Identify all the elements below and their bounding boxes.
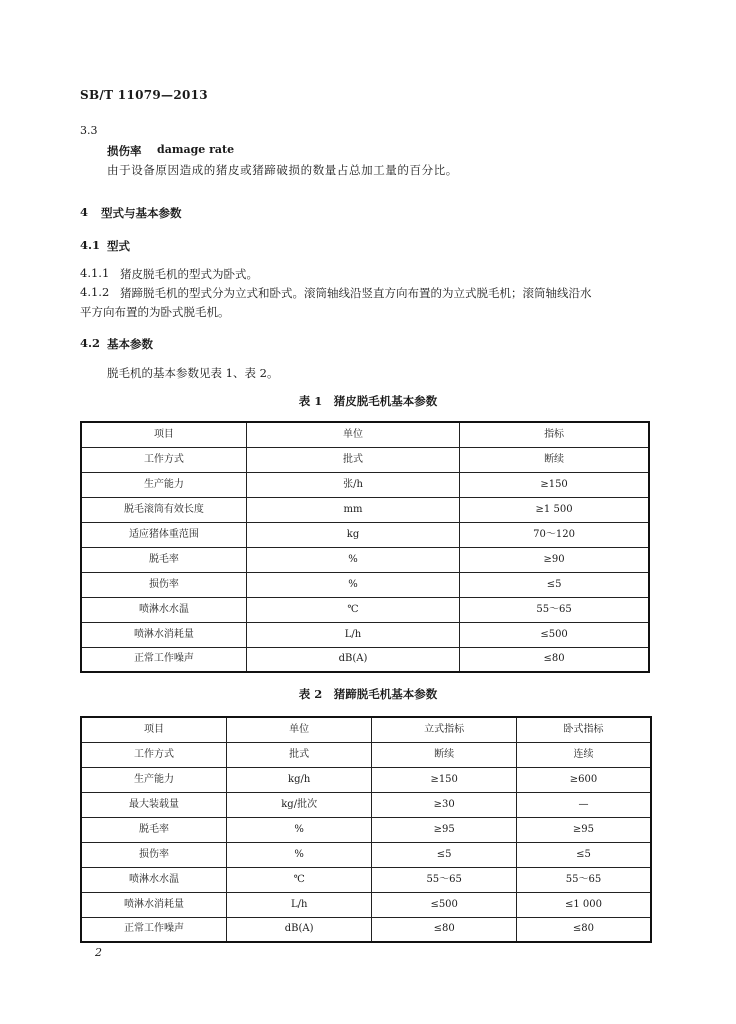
table-cell: ≥95	[372, 817, 517, 842]
table-row	[81, 572, 649, 597]
table2-caption: 表 2 猪蹄脱毛机基本参数	[298, 687, 438, 701]
table-cell: dB(A)	[226, 917, 372, 942]
table2-header-row	[81, 717, 651, 742]
table-cell: 适应猪体重范围	[81, 522, 246, 547]
table-row	[81, 867, 651, 892]
table-cell: ≤500	[372, 892, 517, 917]
clause-4-1-1-text: 猪皮脱毛机的型式为卧式。	[120, 267, 258, 281]
clause-4-1-2-line1: 猪蹄脱毛机的型式分为立式和卧式。滚筒轴线沿竖直方向布置的为立式脱毛机；滚筒轴线沿水	[120, 286, 592, 300]
term-definition: 由于设备原因造成的猪皮或猪蹄破损的数量占总加工量的百分比。	[107, 163, 458, 177]
table-cell: ≥600	[516, 767, 651, 792]
table-cell: ≤5	[460, 572, 649, 597]
table-cell: ≥95	[516, 817, 651, 842]
section-4-title: 型式与基本参数	[101, 206, 182, 220]
section-4-2-number: 4.2	[80, 336, 101, 350]
table-cell: 喷淋水消耗量	[81, 892, 226, 917]
table-row	[81, 767, 651, 792]
table1-header-cell: 指标	[460, 422, 649, 447]
table-cell: mm	[246, 497, 459, 522]
table-cell: ≥150	[372, 767, 517, 792]
table-cell: %	[246, 547, 459, 572]
document-code: SB/T 11079—2013	[80, 88, 208, 102]
clause-4-1-2-line2: 平方向布置的为卧式脱毛机。	[80, 305, 230, 319]
table1-header-cell: 项目	[81, 422, 246, 447]
table-cell: 最大装载量	[81, 792, 226, 817]
table-cell: %	[226, 842, 372, 867]
table1-header-cell: 单位	[246, 422, 459, 447]
table-cell: 批式	[226, 742, 372, 767]
table-cell: ≥90	[460, 547, 649, 572]
table-cell: ℃	[246, 597, 459, 622]
table2-header-cell: 单位	[226, 717, 372, 742]
table-cell: 工作方式	[81, 742, 226, 767]
table-row	[81, 647, 649, 672]
table-row	[81, 817, 651, 842]
table2	[80, 716, 652, 943]
table-cell: ≤1 000	[516, 892, 651, 917]
clause-4-1-2-number: 4.1.2	[80, 285, 110, 299]
table-row	[81, 622, 649, 647]
section-4-number: 4	[80, 205, 89, 219]
table-row	[81, 522, 649, 547]
table-cell: dB(A)	[246, 647, 459, 672]
table-cell: ≥30	[372, 792, 517, 817]
table-cell: L/h	[246, 622, 459, 647]
table-cell: kg/批次	[226, 792, 372, 817]
table-row	[81, 917, 651, 942]
table-cell: 正常工作噪声	[81, 917, 226, 942]
table-row	[81, 892, 651, 917]
table-cell: 脱毛率	[81, 547, 246, 572]
table-cell: 断续	[460, 447, 649, 472]
table2-header-cell: 卧式指标	[516, 717, 651, 742]
table-cell: 批式	[246, 447, 459, 472]
table-row	[81, 792, 651, 817]
table-cell: ≤5	[372, 842, 517, 867]
table-cell: ≥150	[460, 472, 649, 497]
table-cell: ℃	[226, 867, 372, 892]
table-cell: 喷淋水水温	[81, 867, 226, 892]
table1	[80, 421, 650, 673]
table-cell: 生产能力	[81, 472, 246, 497]
table-cell: kg/h	[226, 767, 372, 792]
table-cell: ≤80	[516, 917, 651, 942]
table-cell: 喷淋水消耗量	[81, 622, 246, 647]
table2-header-cell: 项目	[81, 717, 226, 742]
table-row	[81, 597, 649, 622]
table-cell: 55～65	[516, 867, 651, 892]
table-row	[81, 472, 649, 497]
section-3-3-number: 3.3	[80, 124, 98, 137]
term-en: damage rate	[157, 143, 235, 156]
table-cell: 55～65	[460, 597, 649, 622]
table-cell: 脱毛率	[81, 817, 226, 842]
table-cell: 55～65	[372, 867, 517, 892]
table-cell: L/h	[226, 892, 372, 917]
term-cn: 损伤率	[107, 144, 142, 158]
table-cell: 70～120	[460, 522, 649, 547]
table-cell: 喷淋水水温	[81, 597, 246, 622]
table-cell: 损伤率	[81, 842, 226, 867]
clause-4-1-1-number: 4.1.1	[80, 266, 110, 280]
table-cell: 张/h	[246, 472, 459, 497]
table-row	[81, 742, 651, 767]
table-cell: ≤80	[372, 917, 517, 942]
table-cell: ≤80	[460, 647, 649, 672]
table-cell: 损伤率	[81, 572, 246, 597]
table-cell: 工作方式	[81, 447, 246, 472]
table-cell: —	[516, 792, 651, 817]
table2-header-cell: 立式指标	[372, 717, 517, 742]
table1-header-row	[81, 422, 649, 447]
table-cell: %	[246, 572, 459, 597]
table-row	[81, 842, 651, 867]
table-cell: 断续	[372, 742, 517, 767]
table-cell: ≤5	[516, 842, 651, 867]
page-number: 2	[95, 946, 102, 959]
table1-caption: 表 1 猪皮脱毛机基本参数	[298, 394, 438, 408]
table-cell: ≥1 500	[460, 497, 649, 522]
table-cell: ≤500	[460, 622, 649, 647]
table-cell: 连续	[516, 742, 651, 767]
table-row	[81, 497, 649, 522]
table-cell: kg	[246, 522, 459, 547]
table-cell: %	[226, 817, 372, 842]
table-cell: 生产能力	[81, 767, 226, 792]
section-4-1-number: 4.1	[80, 238, 101, 252]
table-row	[81, 447, 649, 472]
table-row	[81, 547, 649, 572]
section-4-2-intro: 脱毛机的基本参数见表 1、表 2。	[107, 366, 279, 380]
table-cell: 脱毛滚筒有效长度	[81, 497, 246, 522]
section-4-2-title: 基本参数	[107, 337, 153, 351]
table-cell: 正常工作噪声	[81, 647, 246, 672]
section-4-1-title: 型式	[107, 239, 130, 253]
